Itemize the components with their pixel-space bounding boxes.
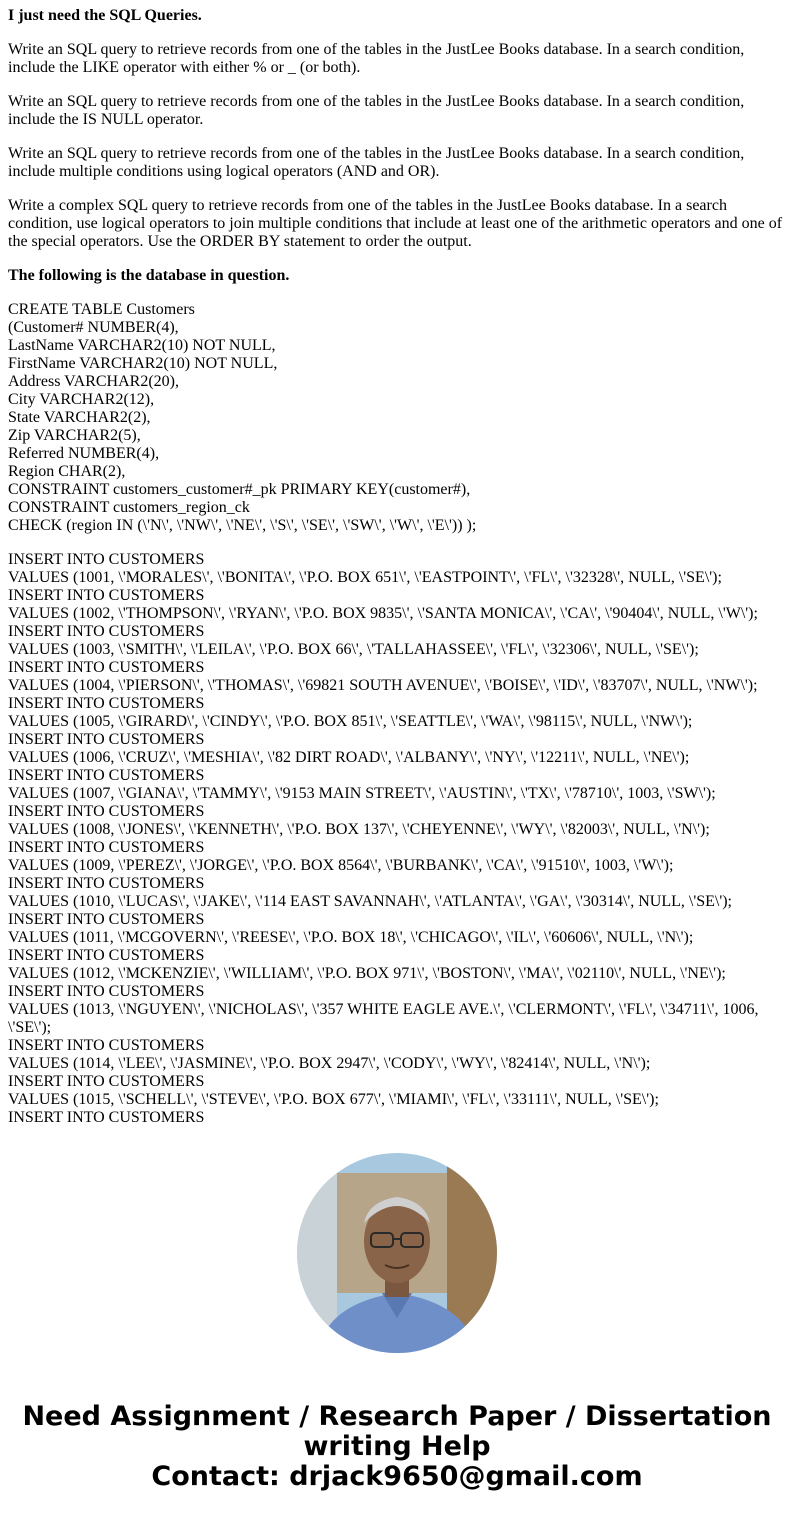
insert-line: VALUES (1004, \'PIERSON\', \'THOMAS\', \'69821 SOUTH AVENUE\', \'BOISE\', \'ID\', \'83707\', NULL, \'NW\'); — [8, 677, 758, 694]
create-table-line: CHECK (region IN (\'N\', \'NW\', \'NE\', \'S\', \'SE\', \'SW\', \'W\', \'E\')) ); — [8, 517, 477, 534]
insert-line: VALUES (1006, \'CRUZ\', \'MESHIA\', \'82 DIRT ROAD\', \'ALBANY\', \'NY\', \'12211\', NULL, \'NE\'); — [8, 749, 690, 766]
author-photo-icon — [297, 1153, 497, 1353]
insert-line: VALUES (1010, \'LUCAS\', \'JAKE\', \'114 EAST SAVANNAH\', \'ATLANTA\', \'GA\', \'30314\', NULL, \'SE\'); — [8, 893, 732, 910]
insert-line: VALUES (1001, \'MORALES\', \'BONITA\', \'P.O. BOX 651\', \'EASTPOINT\', \'FL\', \'32328\', NULL, \'SE\'); — [8, 569, 722, 586]
insert-line: VALUES (1002, \'THOMPSON\', \'RYAN\', \'P.O. BOX 9835\', \'SANTA MONICA\', \'CA\', \'90404\', NULL, \'W\'); — [8, 605, 758, 622]
author-avatar — [297, 1153, 497, 1353]
question-1: Write an SQL query to retrieve records from one of the tables in the JustLee Books database. In a search condition, include the LIKE operator with either % or _ (or both). — [8, 41, 745, 76]
insert-line: INSERT INTO CUSTOMERS — [8, 731, 205, 748]
banner-line-help: Need Assignment / Research Paper / Dissertation writing Help — [22, 1401, 772, 1462]
insert-line: VALUES (1012, \'MCKENZIE\', \'WILLIAM\', \'P.O. BOX 971\', \'BOSTON\', \'MA\', \'02110\', NULL, \'NE\'); — [8, 965, 726, 982]
create-table-line: City VARCHAR2(12), — [8, 391, 155, 408]
create-table-line: Region CHAR(2), — [8, 463, 126, 480]
insert-line: VALUES (1013, \'NGUYEN\', \'NICHOLAS\', \'357 WHITE EAGLE AVE.\', \'CLERMONT\', \'FL\', \'34711\', 1006, \'SE\'); — [8, 1001, 759, 1036]
question-4: Write a complex SQL query to retrieve records from one of the tables in the JustLee Books database. In a search condition, use logical operators to join multiple conditions that include at least one of the arithmetic operators and one of the special operators. Use the ORDER BY statement to order the output. — [8, 197, 783, 250]
insert-line: INSERT INTO CUSTOMERS — [8, 983, 205, 1000]
insert-line: INSERT INTO CUSTOMERS — [8, 767, 205, 784]
create-table-line: (Customer# NUMBER(4), — [8, 319, 179, 336]
insert-statements — [8, 551, 786, 1123]
insert-line: INSERT INTO CUSTOMERS — [8, 587, 205, 604]
create-table-line: CONSTRAINT customers_customer#_pk PRIMARY KEY(customer#), — [8, 481, 471, 498]
insert-line: VALUES (1011, \'MCGOVERN\', \'REESE\', \'P.O. BOX 18\', \'CHICAGO\', \'IL\', \'60606\', NULL, \'N\'); — [8, 929, 694, 946]
create-table-line: State VARCHAR2(2), — [8, 409, 151, 426]
create-table-statement — [8, 301, 786, 535]
insert-line: VALUES (1009, \'PEREZ\', \'JORGE\', \'P.O. BOX 8564\', \'BURBANK\', \'CA\', \'91510\', 1003, \'W\'); — [8, 857, 674, 874]
insert-line: INSERT INTO CUSTOMERS — [8, 695, 205, 712]
question-2: Write an SQL query to retrieve records from one of the tables in the JustLee Books database. In a search condition, include the IS NULL operator. — [8, 93, 745, 128]
insert-line: INSERT INTO CUSTOMERS — [8, 659, 205, 676]
insert-line: VALUES (1014, \'LEE\', \'JASMINE\', \'P.O. BOX 2947\', \'CODY\', \'WY\', \'82414\', NULL, \'N\'); — [8, 1055, 651, 1072]
insert-line: INSERT INTO CUSTOMERS — [8, 1109, 205, 1123]
post-content — [8, 7, 786, 1123]
insert-line: INSERT INTO CUSTOMERS — [8, 623, 205, 640]
create-table-line: CREATE TABLE Customers — [8, 301, 195, 318]
create-table-line: FirstName VARCHAR2(10) NOT NULL, — [8, 355, 278, 372]
contact-banner — [0, 1402, 794, 1492]
insert-line: VALUES (1015, \'SCHELL\', \'STEVE\', \'P.O. BOX 677\', \'MIAMI\', \'FL\', \'33111\', NULL, \'SE\'); — [8, 1091, 659, 1108]
insert-line: INSERT INTO CUSTOMERS — [8, 551, 205, 568]
insert-line: VALUES (1007, \'GIANA\', \'TAMMY\', \'9153 MAIN STREET\', \'AUSTIN\', \'TX\', \'78710\', 1003, \'SW\'); — [8, 785, 716, 802]
banner-line-contact: Contact: drjack9650@gmail.com — [151, 1461, 643, 1492]
create-table-line: LastName VARCHAR2(10) NOT NULL, — [8, 337, 276, 354]
insert-line: VALUES (1008, \'JONES\', \'KENNETH\', \'P.O. BOX 137\', \'CHEYENNE\', \'WY\', \'82003\', NULL, \'N\'); — [8, 821, 710, 838]
post-heading: I just need the SQL Queries. — [8, 7, 202, 24]
question-3: Write an SQL query to retrieve records from one of the tables in the JustLee Books database. In a search condition, include multiple conditions using logical operators (AND and OR). — [8, 145, 745, 180]
create-table-line: Referred NUMBER(4), — [8, 445, 160, 462]
insert-line: INSERT INTO CUSTOMERS — [8, 911, 205, 928]
insert-line: INSERT INTO CUSTOMERS — [8, 839, 205, 856]
insert-line: INSERT INTO CUSTOMERS — [8, 1037, 205, 1054]
create-table-line: CONSTRAINT customers_region_ck — [8, 499, 250, 516]
create-table-line: Address VARCHAR2(20), — [8, 373, 179, 390]
insert-line: VALUES (1003, \'SMITH\', \'LEILA\', \'P.O. BOX 66\', \'TALLAHASSEE\', \'FL\', \'32306\', NULL, \'SE\'); — [8, 641, 699, 658]
database-heading: The following is the database in question. — [8, 267, 290, 284]
insert-line: INSERT INTO CUSTOMERS — [8, 947, 205, 964]
insert-line: INSERT INTO CUSTOMERS — [8, 1073, 205, 1090]
create-table-line: Zip VARCHAR2(5), — [8, 427, 141, 444]
insert-line: VALUES (1005, \'GIRARD\', \'CINDY\', \'P.O. BOX 851\', \'SEATTLE\', \'WA\', \'98115\', NULL, \'NW\'); — [8, 713, 693, 730]
insert-line: INSERT INTO CUSTOMERS — [8, 803, 205, 820]
insert-line: INSERT INTO CUSTOMERS — [8, 875, 205, 892]
